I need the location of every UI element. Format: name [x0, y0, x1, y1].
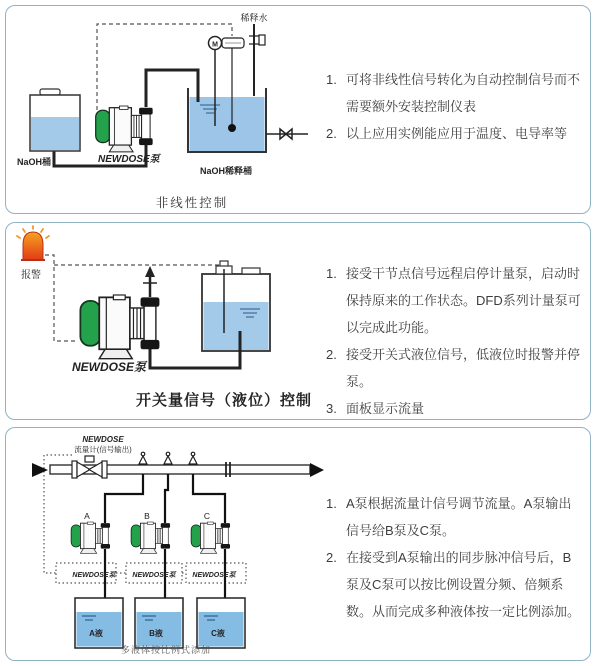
outlet-pipe [266, 129, 308, 139]
dilution-water-label: 稀释水 [240, 13, 268, 23]
naoh-tank-label: NaOH桶 [17, 157, 52, 167]
panel2-caption: 开关量信号（液位）控制 [136, 393, 313, 409]
dosing-pump-c-icon [191, 522, 230, 553]
pump-label: NEWDOSE泵 [98, 154, 160, 165]
alarm-beacon-icon [17, 226, 49, 260]
alarm-label: 报警 [21, 270, 41, 281]
note-number: 2. [326, 347, 337, 362]
inlet-valve-icon [249, 35, 265, 45]
tank-a-label: A液 [89, 629, 103, 638]
motor-letter: M [212, 41, 218, 49]
note-text: 在接受到A泵输出的同步脉冲信号后，B泵及C泵可以按比例设置分频、倍频系数。从而完成多种液体按一定比例添加。 [346, 550, 581, 619]
pump-b-letter: B [144, 511, 150, 521]
note-item [326, 395, 582, 422]
mixing-tank [188, 88, 266, 152]
note-item [326, 120, 582, 147]
note-item [326, 66, 582, 120]
panel2-notes [326, 260, 582, 422]
note-item [326, 260, 582, 341]
injection-valves [139, 452, 197, 464]
alarm-signal-line [45, 255, 76, 341]
note-number: 3. [326, 401, 337, 416]
note-item [326, 490, 582, 544]
dosing-pump-b-icon [131, 522, 170, 553]
flowmeter-brand-label: NEWDOSE [82, 435, 124, 444]
note-item [326, 341, 582, 395]
dosing-pump-icon [96, 106, 153, 152]
pump-label: NEWDOSE泵 [72, 360, 147, 374]
tank-c [197, 598, 245, 648]
note-text: 接受干节点信号远程启停计量泵，启动时保持原来的工作状态。DFD系列计量泵可以完成此功能。 [346, 266, 581, 335]
panel1-notes [326, 66, 582, 147]
note-text: 接受开关式液位信号，低液位时报警并停泵。 [346, 347, 581, 389]
discharge-pipe [143, 266, 157, 297]
tank-b-label: B液 [149, 629, 163, 638]
note-text: 以上应用实例能应用于温度、电导率等 [346, 126, 568, 141]
note-number: 1. [326, 72, 337, 87]
note-text: A泵根据流量计信号调节流量。A泵输出信号给B泵及C泵。 [346, 496, 572, 538]
flowmeter-label: 流量计(信号输出) [74, 445, 132, 454]
pump-a-label: NEWDOSE泵 [72, 572, 116, 579]
mixing-tank-label: NaOH稀释桶 [200, 166, 253, 176]
pump-c-letter: C [203, 511, 211, 521]
dosing-pump-icon [80, 295, 159, 359]
level-signal-line [54, 265, 224, 270]
pump-c-label: NEWDOSE泵 [192, 572, 236, 579]
naoh-tank [30, 89, 80, 151]
tank-c-label: C液 [211, 629, 225, 638]
note-number: 1. [326, 266, 337, 281]
tank-b [135, 598, 183, 648]
dosing-pump-a-icon [71, 522, 110, 553]
panel3-caption: 多液体按比例式添加 [120, 645, 211, 655]
panel1-caption: 非线性控制 [155, 196, 229, 210]
note-number: 2. [326, 126, 337, 141]
naoh-tank-liquid [31, 117, 79, 150]
panel-level-control [5, 222, 591, 420]
note-text: 面板显示流量 [346, 401, 425, 416]
chemical-tank [202, 261, 270, 351]
nonlinear-control-diagram [8, 8, 326, 215]
pump-b-label: NEWDOSE泵 [132, 572, 176, 579]
proportional-dosing-diagram [8, 430, 326, 663]
note-number: 1. [326, 496, 337, 511]
flow-arrow-right-icon [310, 463, 324, 477]
flow-arrow-left-icon [32, 463, 48, 477]
panel3-notes [326, 490, 582, 625]
note-item [326, 544, 582, 625]
pump-a-letter: A [84, 511, 90, 521]
panel-proportional-dosing [5, 427, 591, 661]
note-number: 2. [326, 550, 337, 565]
note-text: 可将非线性信号转化为自动控制信号而不需要额外安装控制仪表 [346, 72, 581, 114]
panel-nonlinear-control [5, 5, 591, 214]
tank-a [75, 598, 123, 648]
